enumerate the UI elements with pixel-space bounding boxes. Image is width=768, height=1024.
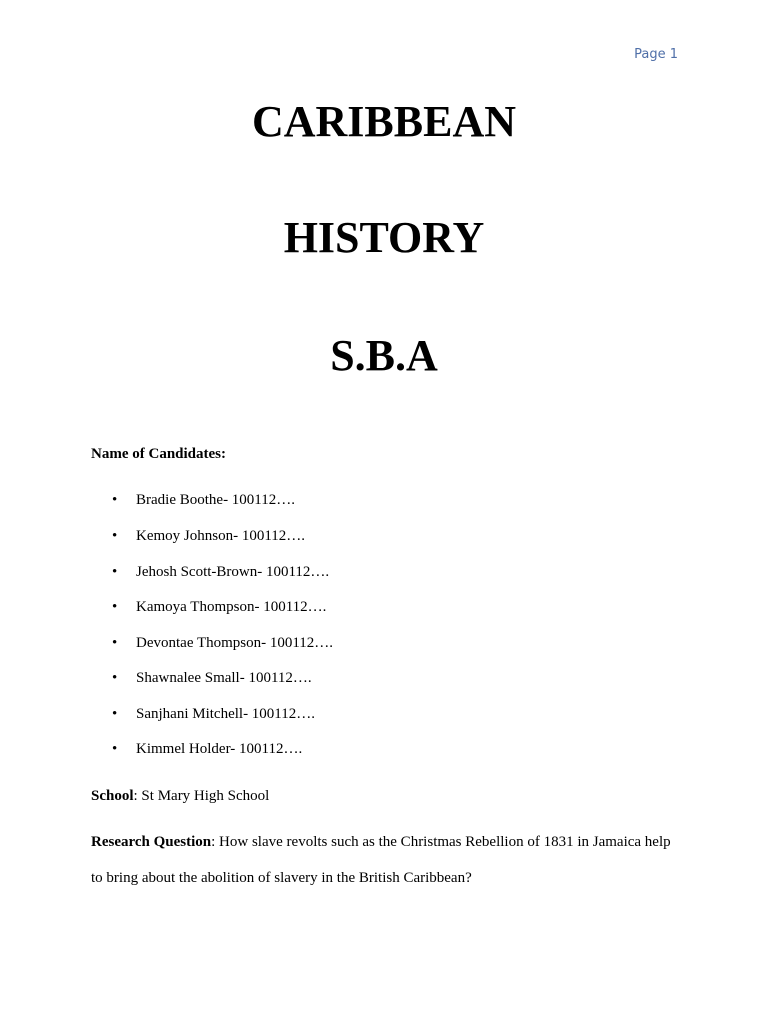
school-label: School	[91, 788, 134, 804]
list-item	[112, 562, 329, 582]
list-item	[112, 490, 295, 510]
research-question-text-1: : How slave revolts such as the Christmas Rebellion of 1831 in Jamaica help	[211, 834, 671, 850]
list-item	[112, 668, 312, 688]
candidate-name: Devontae Thompson- 100112….	[136, 635, 334, 651]
research-question-line-2	[91, 868, 472, 888]
research-question-text-2: to bring about the abolition of slavery in the British Caribbean?	[91, 870, 472, 886]
list-item	[112, 526, 305, 546]
research-question-line-1	[91, 832, 671, 852]
page-number: Page 1	[634, 47, 678, 62]
title-history: HISTORY	[283, 213, 485, 262]
bullet-icon: •	[112, 635, 118, 651]
candidate-name: Bradie Boothe- 100112….	[136, 492, 296, 508]
school-value: : St Mary High School	[133, 788, 270, 804]
candidate-name: Sanjhani Mitchell- 100112….	[136, 706, 316, 722]
bullet-icon: •	[112, 741, 118, 757]
candidate-name: Kamoya Thompson- 100112….	[136, 599, 327, 615]
candidate-name: Kimmel Holder- 100112….	[136, 741, 303, 757]
candidate-name: Shawnalee Small- 100112….	[136, 670, 312, 686]
title-caribbean: CARIBBEAN	[251, 97, 517, 146]
bullet-icon: •	[112, 492, 118, 508]
bullet-icon: •	[112, 528, 118, 544]
list-item	[112, 633, 333, 653]
title-sba: S.B.A	[330, 331, 438, 380]
list-item	[112, 739, 302, 759]
candidates-heading: Name of Candidates:	[91, 446, 226, 462]
bullet-icon: •	[112, 599, 118, 615]
candidate-name: Jehosh Scott-Brown- 100112….	[136, 564, 330, 580]
candidate-name: Kemoy Johnson- 100112….	[136, 528, 306, 544]
school-line	[91, 786, 269, 806]
bullet-icon: •	[112, 706, 118, 722]
list-item	[112, 704, 315, 724]
bullet-icon: •	[112, 564, 118, 580]
list-item	[112, 597, 326, 617]
research-question-label: Research Question	[91, 834, 212, 850]
bullet-icon: •	[112, 670, 118, 686]
